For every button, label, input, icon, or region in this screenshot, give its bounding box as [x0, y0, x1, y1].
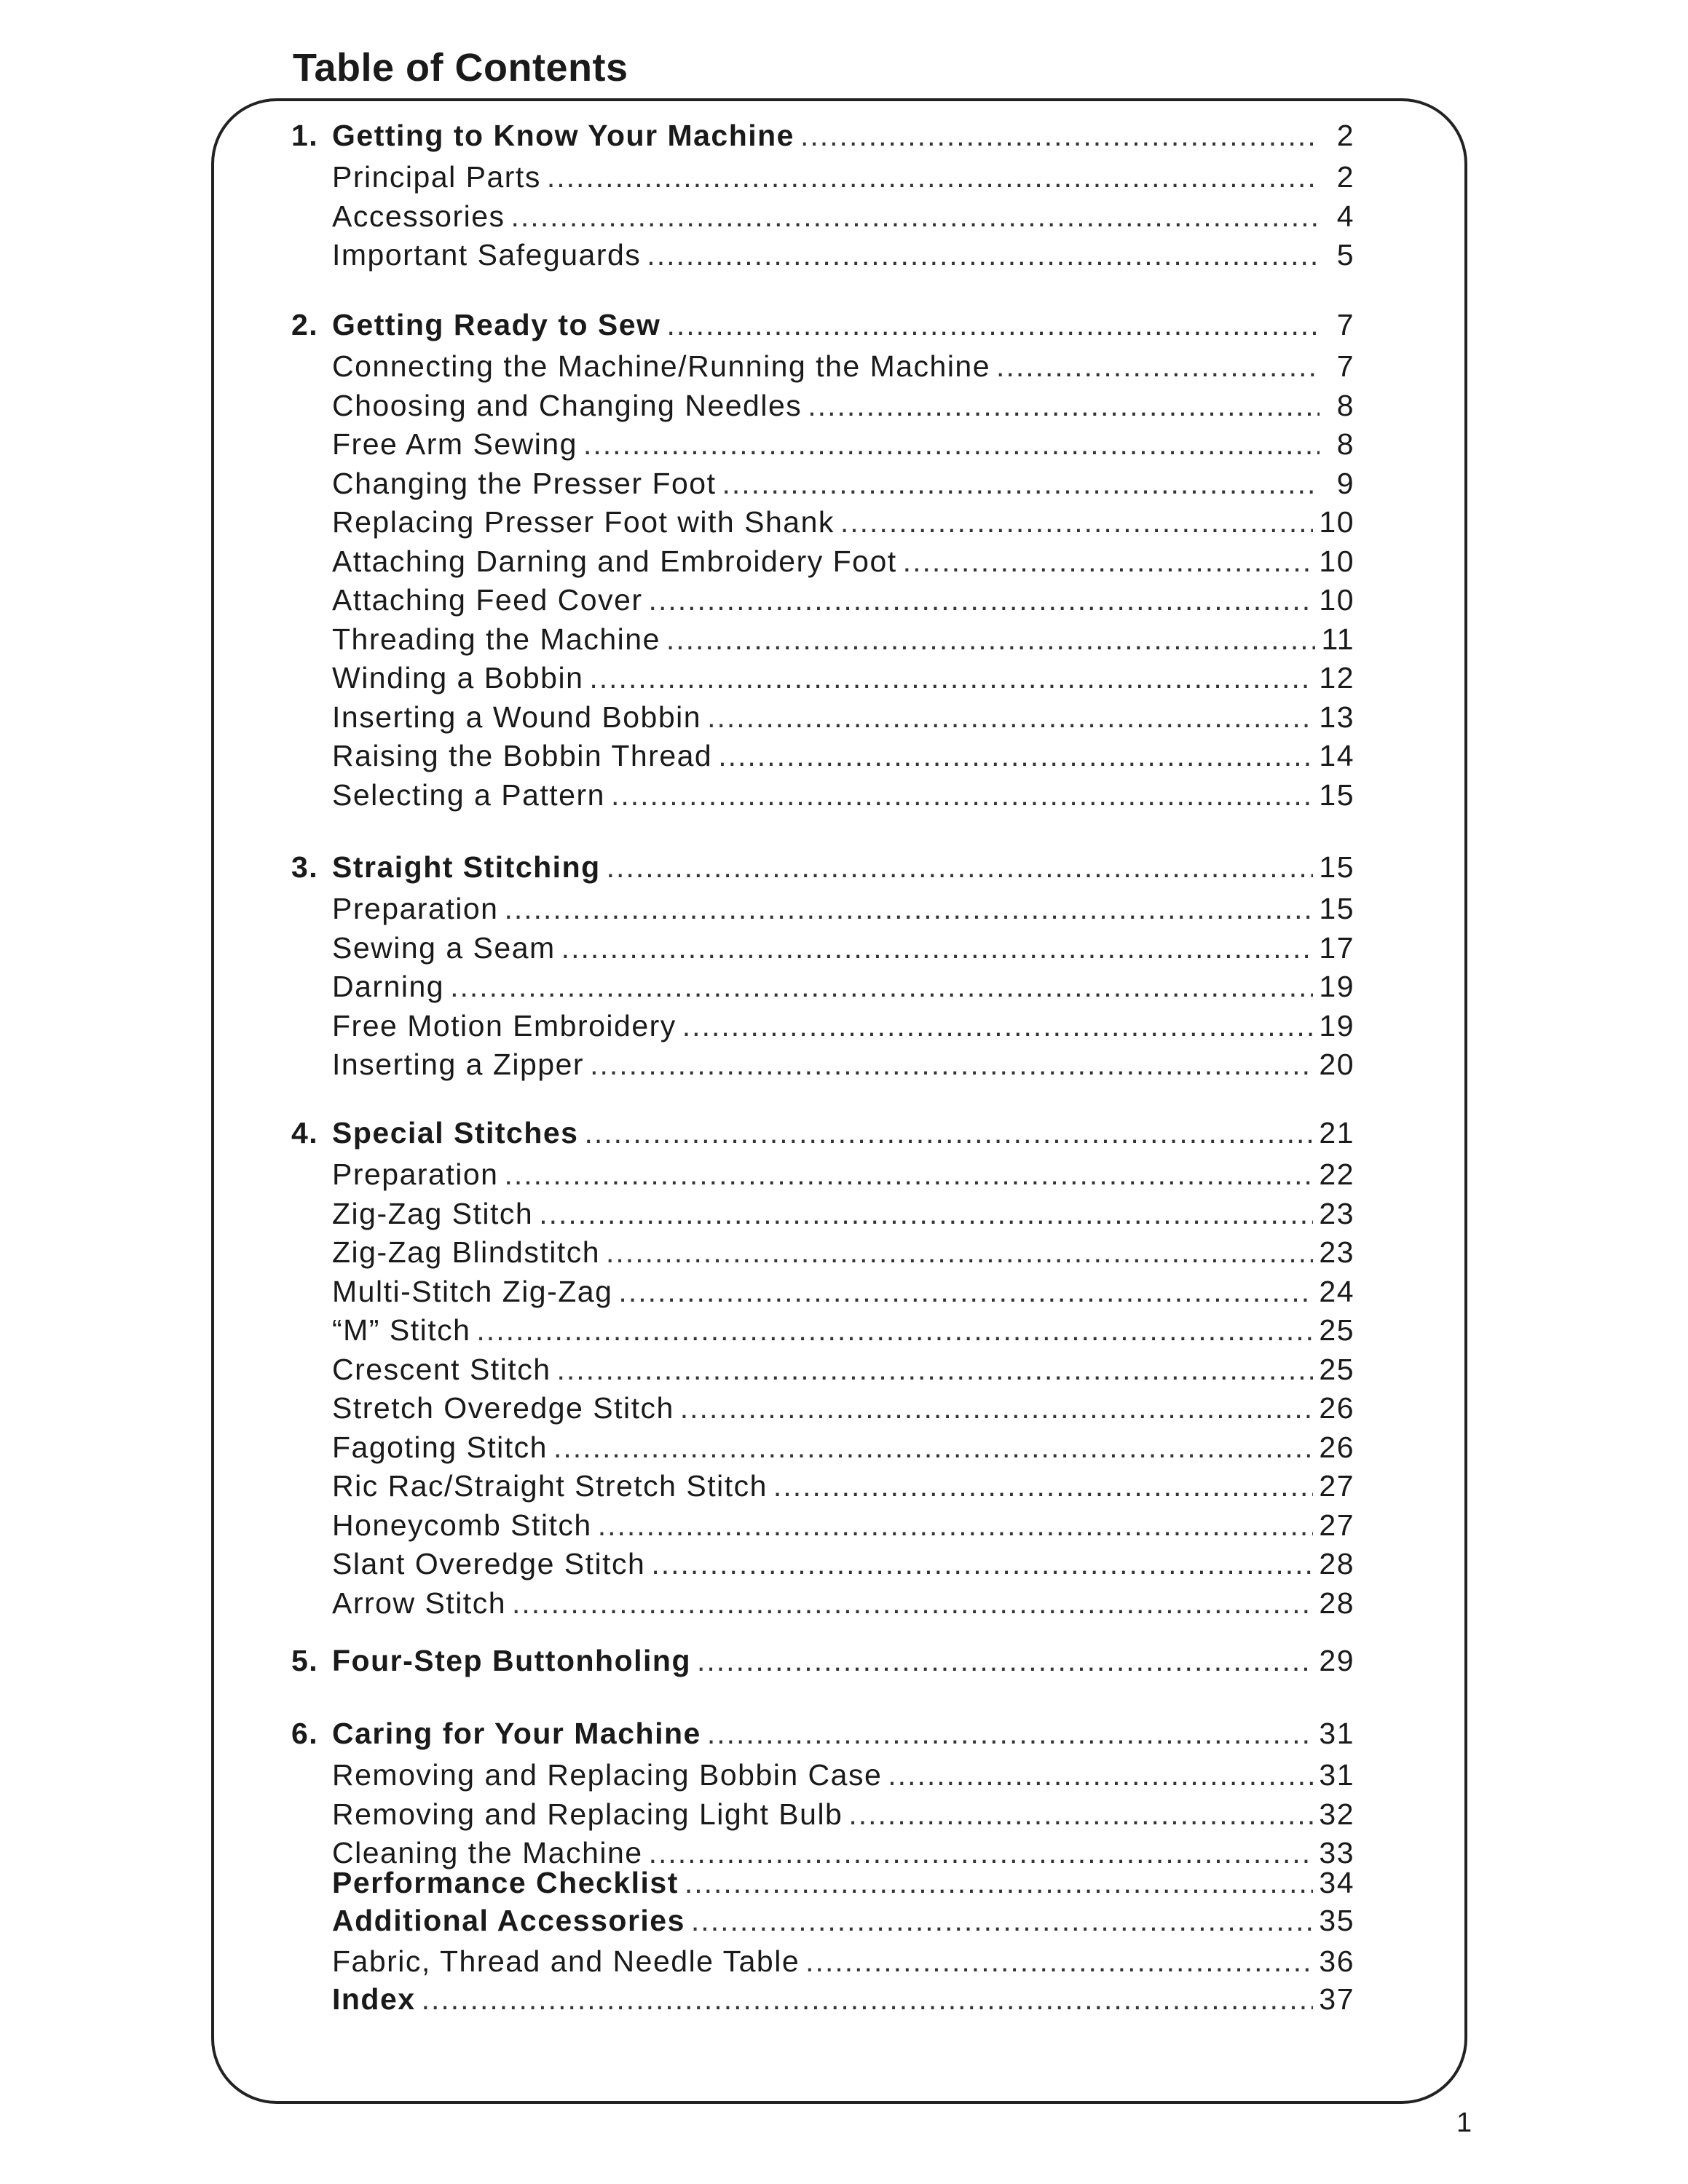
- dot-leader: [547, 158, 1320, 196]
- page-ref: 15: [1319, 892, 1354, 925]
- toc-entry-row: [291, 542, 1354, 580]
- dot-leader: [691, 1902, 1313, 1939]
- toc-entry-row: [291, 1311, 1354, 1349]
- page-ref: 7: [1336, 308, 1354, 341]
- entry-title: Free Arm Sewing: [332, 427, 577, 461]
- toc-entry-row: [291, 236, 1354, 274]
- toc-entry-row: [291, 1584, 1354, 1622]
- page-ref: 19: [1319, 970, 1354, 1003]
- page-title: Table of Contents: [293, 46, 628, 90]
- dot-leader: [583, 425, 1320, 463]
- dot-leader: [707, 1714, 1314, 1752]
- page-ref: 19: [1319, 1008, 1354, 1042]
- page-ref: 11: [1321, 622, 1354, 656]
- page-ref: 20: [1319, 1048, 1354, 1081]
- dot-leader: [539, 1195, 1313, 1233]
- section-number: 3.: [291, 850, 319, 884]
- dot-leader: [903, 542, 1314, 580]
- page-ref: 8: [1336, 388, 1354, 422]
- dot-leader: [504, 890, 1313, 927]
- page-ref: 10: [1319, 544, 1354, 578]
- page-ref: 27: [1319, 1508, 1354, 1542]
- page-ref: 7: [1336, 349, 1354, 383]
- entry-title: Sewing a Seam: [332, 930, 556, 965]
- toc-entry-row: [291, 1233, 1354, 1271]
- section-number: 5.: [291, 1644, 319, 1677]
- page-ref: 25: [1319, 1352, 1354, 1386]
- toc-entry-row: [291, 503, 1354, 541]
- toc-section-row: [291, 116, 1354, 154]
- toc-entry-row: [291, 425, 1354, 463]
- entry-title: Free Motion Embroidery: [332, 1008, 677, 1042]
- toc-entry-row: [291, 197, 1354, 235]
- entry-title: Fabric, Thread and Needle Table: [332, 1944, 800, 1978]
- toc-section-row: [291, 1642, 1354, 1679]
- toc-entry-row: [291, 1350, 1354, 1388]
- dot-leader: [888, 1756, 1313, 1794]
- page-ref: 21: [1319, 1116, 1354, 1150]
- toc-entry-row: [291, 1467, 1354, 1505]
- section-title: Special Stitches: [332, 1116, 579, 1150]
- entry-title: Choosing and Changing Needles: [332, 388, 802, 422]
- page-ref: 32: [1319, 1797, 1354, 1831]
- toc-entry-row: [291, 1045, 1354, 1083]
- entry-title: Zig-Zag Stitch: [332, 1196, 534, 1230]
- dot-leader: [647, 236, 1320, 274]
- page-ref: 28: [1319, 1586, 1354, 1620]
- page-ref: 35: [1319, 1904, 1354, 1937]
- entry-title: Inserting a Wound Bobbin: [332, 700, 702, 734]
- toc-section-row: [291, 1714, 1354, 1752]
- entry-title: Selecting a Pattern: [332, 778, 605, 812]
- section-title: Caring for Your Machine: [332, 1717, 701, 1750]
- page-ref: 22: [1319, 1158, 1354, 1191]
- section-title: Additional Accessories: [332, 1904, 685, 1937]
- page-ref: 31: [1319, 1717, 1354, 1750]
- section-title: Getting to Know Your Machine: [332, 119, 794, 152]
- dot-leader: [422, 1980, 1314, 2018]
- section-title: Performance Checklist: [332, 1866, 679, 1899]
- dot-leader: [649, 581, 1314, 619]
- entry-title: Winding a Bobbin: [332, 661, 584, 695]
- entry-title: “M” Stitch: [332, 1313, 471, 1347]
- entry-title: Raising the Bobbin Thread: [332, 739, 713, 772]
- page-ref: 14: [1319, 739, 1354, 772]
- page-ref: 10: [1319, 583, 1354, 617]
- dot-leader: [584, 1114, 1313, 1152]
- toc-entry-row: [291, 737, 1354, 775]
- dot-leader: [512, 1584, 1313, 1622]
- dot-leader: [476, 1311, 1313, 1349]
- dot-leader: [808, 387, 1320, 424]
- dot-leader: [800, 116, 1320, 154]
- entry-title: Important Safeguards: [332, 238, 642, 272]
- page-ref: 34: [1319, 1866, 1354, 1899]
- page-ref: 24: [1319, 1274, 1354, 1308]
- entry-title: Crescent Stitch: [332, 1352, 551, 1386]
- toc-entry-row: [291, 1428, 1354, 1466]
- section-title: Getting Ready to Sew: [332, 308, 661, 341]
- section-number: 6.: [291, 1717, 319, 1750]
- dot-leader: [666, 620, 1316, 658]
- toc-entry-row: [291, 890, 1354, 927]
- toc-entry-row: [291, 1756, 1354, 1794]
- dot-leader: [598, 1506, 1314, 1544]
- page-ref: 28: [1319, 1547, 1354, 1580]
- entry-title: Removing and Replacing Bobbin Case: [332, 1758, 883, 1792]
- page-number: 1: [1456, 2108, 1472, 2138]
- dot-leader: [590, 1045, 1313, 1083]
- toc-entry-row: [291, 968, 1354, 1005]
- toc-entry-row: [291, 464, 1354, 502]
- dot-leader: [697, 1642, 1313, 1679]
- page-ref: 12: [1319, 661, 1354, 695]
- entry-title: Preparation: [332, 1158, 499, 1191]
- page-ref: 4: [1336, 199, 1354, 233]
- toc-entry-row: [291, 1545, 1354, 1583]
- page-ref: 23: [1319, 1196, 1354, 1230]
- toc-entry-row: [291, 1506, 1354, 1544]
- page-ref: 2: [1336, 160, 1354, 194]
- toc-entry-row: [291, 776, 1354, 814]
- page-ref: 2: [1336, 119, 1354, 152]
- dot-leader: [589, 659, 1313, 697]
- page-ref: 29: [1319, 1644, 1354, 1677]
- entry-title: Threading the Machine: [332, 622, 660, 656]
- dot-leader: [707, 698, 1313, 736]
- page-ref: 26: [1319, 1430, 1354, 1464]
- toc-entry-row: [291, 387, 1354, 424]
- dot-leader: [773, 1467, 1313, 1505]
- entry-title: Multi-Stitch Zig-Zag: [332, 1274, 613, 1308]
- section-title: Four-Step Buttonholing: [332, 1644, 691, 1677]
- dot-leader: [722, 464, 1320, 502]
- dot-leader: [996, 347, 1320, 385]
- dot-leader: [504, 1155, 1313, 1193]
- toc-entry-row: [291, 1795, 1354, 1833]
- dot-leader: [557, 1350, 1314, 1388]
- entry-title: Attaching Feed Cover: [332, 583, 643, 617]
- toc-entry-row: [291, 1155, 1354, 1193]
- dot-leader: [805, 1942, 1313, 1980]
- page-ref: 13: [1319, 700, 1354, 734]
- page-ref: 5: [1336, 238, 1354, 272]
- dot-leader: [666, 306, 1320, 344]
- entry-title: Replacing Presser Foot with Shank: [332, 505, 835, 539]
- entry-title: Removing and Replacing Light Bulb: [332, 1797, 843, 1831]
- entry-title: Inserting a Zipper: [332, 1048, 585, 1081]
- entry-title: Connecting the Machine/Running the Machine: [332, 349, 991, 383]
- entry-title: Arrow Stitch: [332, 1586, 506, 1620]
- entry-title: Principal Parts: [332, 160, 541, 194]
- entry-title: Accessories: [332, 199, 505, 233]
- section-number: 4.: [291, 1116, 319, 1150]
- toc-entry-row: [291, 698, 1354, 736]
- entry-title: Darning: [332, 970, 445, 1003]
- toc-section-row: [291, 848, 1354, 886]
- page-ref: 37: [1319, 1982, 1354, 2016]
- page-ref: 10: [1319, 505, 1354, 539]
- section-title: Straight Stitching: [332, 850, 601, 884]
- toc-appendix-row: [291, 1902, 1354, 1939]
- toc-entry-row: [291, 1195, 1354, 1233]
- page-ref: 15: [1319, 850, 1354, 884]
- entry-title: Changing the Presser Foot: [332, 466, 717, 500]
- dot-leader: [450, 968, 1313, 1005]
- entry-title: Preparation: [332, 892, 499, 925]
- page-ref: 23: [1319, 1235, 1354, 1269]
- dot-leader: [685, 1864, 1314, 1902]
- dot-leader: [680, 1389, 1314, 1427]
- entry-title: Ric Rac/Straight Stretch Stitch: [332, 1469, 768, 1503]
- page-ref: 9: [1336, 466, 1354, 500]
- entry-title: Attaching Darning and Embroidery Foot: [332, 544, 897, 578]
- dot-leader: [553, 1428, 1313, 1466]
- toc-section-row: [291, 1114, 1354, 1152]
- dot-leader: [718, 737, 1313, 775]
- toc-entry-row: [291, 347, 1354, 385]
- page-ref: 31: [1319, 1758, 1354, 1792]
- dot-leader: [561, 929, 1314, 967]
- page-ref: 8: [1336, 427, 1354, 461]
- dot-leader: [682, 1007, 1314, 1045]
- page-ref: 27: [1319, 1469, 1354, 1503]
- toc-entry-row: [291, 929, 1354, 967]
- section-number: 2.: [291, 308, 319, 341]
- toc-entry-row: [291, 158, 1354, 196]
- toc-entry-row: [291, 581, 1354, 619]
- toc-entry-row: [291, 1273, 1354, 1310]
- toc-section-row: [291, 306, 1354, 344]
- entry-title: Stretch Overedge Stitch: [332, 1391, 674, 1425]
- dot-leader: [840, 503, 1314, 541]
- toc-entry-row: [291, 659, 1354, 697]
- entry-title: Cleaning the Machine: [332, 1836, 643, 1870]
- dot-leader: [651, 1545, 1313, 1583]
- dot-leader: [511, 197, 1320, 235]
- toc-appendix-row: [291, 1864, 1354, 1902]
- dot-leader: [606, 1233, 1313, 1271]
- page-ref: 26: [1319, 1391, 1354, 1425]
- section-number: 1.: [291, 119, 319, 152]
- dot-leader: [618, 1273, 1313, 1310]
- page-ref: 36: [1319, 1944, 1354, 1978]
- page-ref: 17: [1319, 930, 1354, 965]
- entry-title: Zig-Zag Blindstitch: [332, 1235, 601, 1269]
- toc-entry-row: [291, 620, 1354, 658]
- toc-appendix-row: [291, 1942, 1354, 1980]
- entry-title: Honeycomb Stitch: [332, 1508, 592, 1542]
- dot-leader: [611, 776, 1313, 814]
- page-ref: 15: [1319, 778, 1354, 812]
- dot-leader: [848, 1795, 1313, 1833]
- entry-title: Fagoting Stitch: [332, 1430, 548, 1464]
- dot-leader: [607, 848, 1314, 886]
- toc-entry-row: [291, 1389, 1354, 1427]
- page-ref: 33: [1319, 1836, 1354, 1870]
- toc-entry-row: [291, 1007, 1354, 1045]
- page-ref: 25: [1319, 1313, 1354, 1347]
- toc-appendix-row: [291, 1980, 1354, 2018]
- section-title: Index: [332, 1982, 416, 2016]
- entry-title: Slant Overedge Stitch: [332, 1547, 646, 1580]
